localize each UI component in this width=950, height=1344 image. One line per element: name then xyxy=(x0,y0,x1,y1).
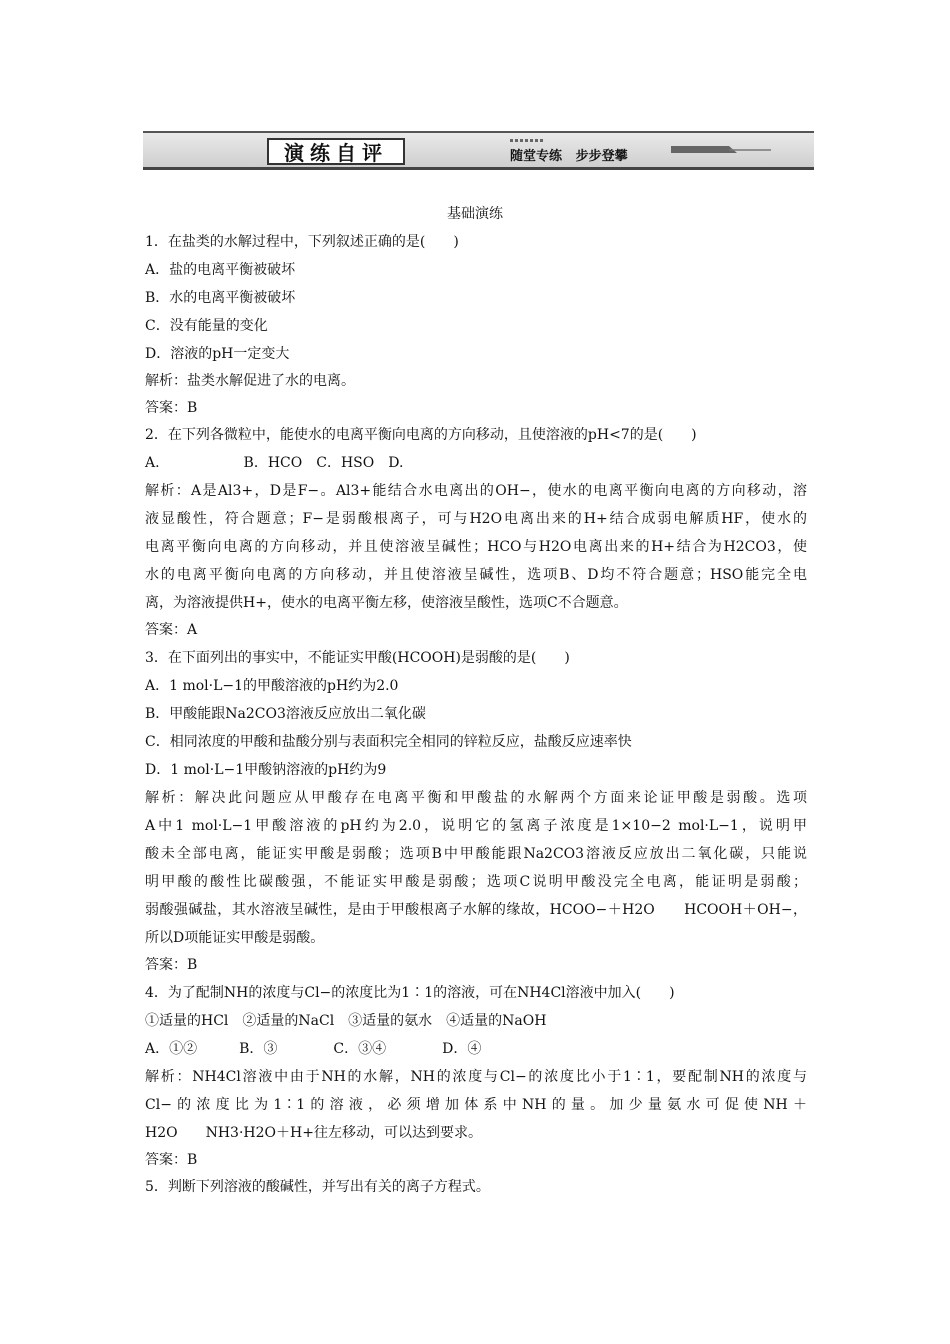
question-2-analysis-line: 水的电离平衡向电离的方向移动，并且使溶液呈碱性，选项B、D均不符合题意；HSO能完全电 xyxy=(145,567,807,583)
question-1-option-b: B．水的电离平衡被破坏 xyxy=(145,290,296,306)
dots-decoration xyxy=(510,139,544,142)
question-4-analysis-line: H2O NH3·H2O＋H+往左移动，可以达到要求。 xyxy=(145,1125,482,1141)
question-4-stem: 4．为了配制NH的浓度与Cl−的浓度比为1∶1的溶液，可在NH4Cl溶液中加入( ) xyxy=(145,985,675,1001)
question-2-options: A. B．HCO C．HSO D. xyxy=(145,455,404,471)
question-2-analysis-line: 离，为溶液提供H+，使水的电离平衡左移，使溶液呈酸性，选项C不合题意。 xyxy=(145,595,628,611)
question-5-stem: 5．判断下列溶液的酸碱性，并写出有关的离子方程式。 xyxy=(145,1179,490,1195)
question-4-answer: 答案：B xyxy=(145,1152,198,1168)
question-2-analysis-line: 液显酸性，符合题意；F−是弱酸根离子，可与H2O电离出来的H+结合成弱电解质HF，使水的 xyxy=(145,511,807,527)
header-slogan: 随堂专练 步步登攀 xyxy=(510,149,628,164)
question-3-option-d: D．1 mol·L−1甲酸钠溶液的pH约为9 xyxy=(145,762,387,778)
question-3-analysis-line: 所以D项能证实甲酸是弱酸。 xyxy=(145,930,325,946)
question-4-items: ①适量的HCl ②适量的NaCl ③适量的氨水 ④适量的NaOH xyxy=(145,1013,547,1029)
question-3-analysis-line: 明甲酸的酸性比碳酸强，不能证实甲酸是弱酸；选项C说明甲酸没完全电离，能证明是弱酸； xyxy=(145,874,807,890)
question-4-options: A．①② B．③ C．③④ D．④ xyxy=(145,1041,482,1057)
question-1-option-c: C．没有能量的变化 xyxy=(145,318,268,334)
question-1-analysis: 解析：盐类水解促进了水的电离。 xyxy=(145,373,355,389)
question-3-answer: 答案：B xyxy=(145,957,198,973)
question-3-option-b: B．甲酸能跟Na2CO3溶液反应放出二氧化碳 xyxy=(145,706,426,722)
section-header-title: 演练自评 xyxy=(267,138,405,165)
question-3-option-a: A．1 mol·L−1的甲酸溶液的pH约为2.0 xyxy=(145,678,399,694)
header-banner xyxy=(143,131,814,171)
question-1-option-a: A．盐的电离平衡被破坏 xyxy=(145,262,296,278)
question-3-analysis-line: A中1 mol·L−1甲酸溶液的pH约为2.0，说明它的氢离子浓度是1×10−2 mol·L−1，说明甲 xyxy=(145,818,807,834)
question-1-stem: 1．在盐类的水解过程中，下列叙述正确的是( ) xyxy=(145,234,459,250)
question-3-analysis-line: 酸未全部电离，能证实甲酸是弱酸；选项B中甲酸能跟Na2CO3溶液反应放出二氧化碳，只能说 xyxy=(145,846,807,862)
question-3-stem: 3．在下面列出的事实中，不能证实甲酸(HCOOH)是弱酸的是( ) xyxy=(145,650,570,666)
question-2-stem: 2．在下列各微粒中，能使水的电离平衡向电离的方向移动，且使溶液的pH<7的是( ) xyxy=(145,427,697,443)
question-1-answer: 答案：B xyxy=(145,400,198,416)
question-3-option-c: C．相同浓度的甲酸和盐酸分别与表面积完全相同的锌粒反应，盐酸反应速率快 xyxy=(145,734,632,750)
arrow-decoration-icon xyxy=(671,145,771,154)
question-1-option-d: D．溶液的pH一定变大 xyxy=(145,346,290,362)
question-2-analysis-line: 电离平衡向电离的方向移动，并且使溶液呈碱性；HCO与H2O电离出来的H+结合为H2CO3，使 xyxy=(145,539,807,555)
question-2-analysis-line: 解析：A是Al3+，D是F−。Al3+能结合水电离出的OH−，使水的电离平衡向电离的方向移动，溶 xyxy=(145,483,807,499)
question-3-analysis-line: 弱酸强碱盐，其水溶液呈碱性，是由于甲酸根离子水解的缘故，HCOO−＋H2O HCOOH＋OH−， xyxy=(145,902,807,918)
question-4-analysis-line: Cl−的浓度比为1∶1的溶液，必须增加体系中NH的量。加少量氨水可促使NH＋ xyxy=(145,1097,807,1113)
question-3-analysis-line: 解析：解决此问题应从甲酸存在电离平衡和甲酸盐的水解两个方面来论证甲酸是弱酸。选项 xyxy=(145,790,807,806)
question-4-analysis-line: 解析：NH4Cl溶液中由于NH的水解，NH的浓度与Cl−的浓度比小于1∶1，要配制NH的浓度与 xyxy=(145,1069,807,1085)
question-2-answer: 答案：A xyxy=(145,622,198,638)
banner-bottom-rule xyxy=(143,167,814,170)
section-title: 基础演练 xyxy=(447,206,503,222)
